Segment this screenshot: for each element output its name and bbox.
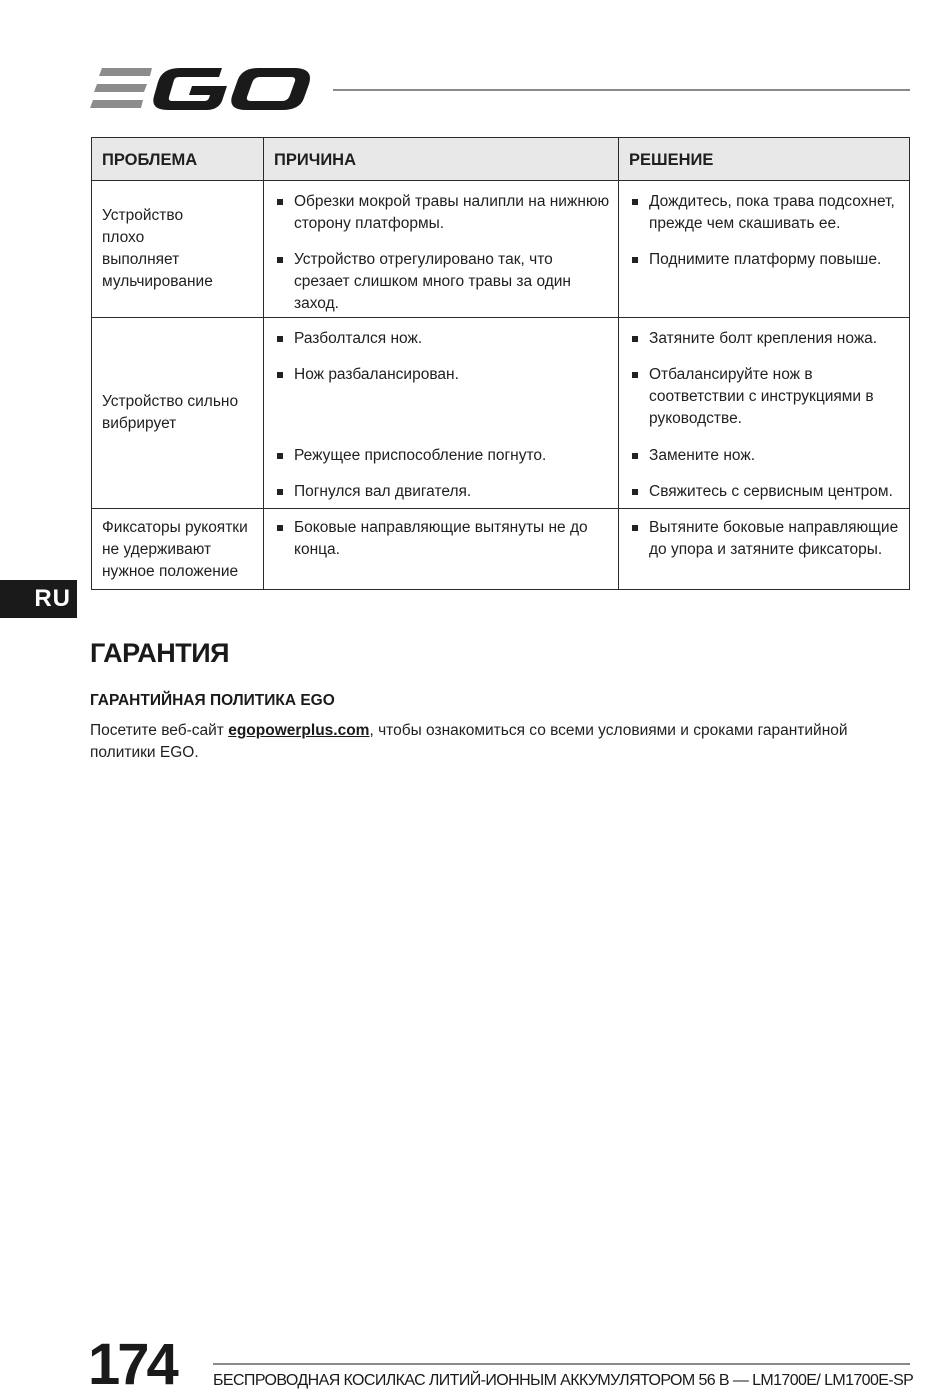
language-tab: RU — [0, 580, 77, 618]
problem-text: Устройство сильно вибрирует — [102, 393, 239, 432]
cause-cell — [264, 318, 619, 509]
footer-rule — [213, 1363, 910, 1365]
cause-item: Разболтался нож. — [264, 328, 618, 350]
problem-cell — [92, 318, 264, 509]
table-header-row — [92, 138, 910, 181]
cause-item: Погнулся вал двигателя. — [264, 481, 618, 503]
solution-cell — [619, 318, 910, 509]
warranty-text-before: Посетите веб-сайт — [90, 722, 229, 739]
header-rule — [333, 89, 910, 91]
solution-cell — [619, 181, 910, 318]
table-row — [92, 181, 910, 318]
troubleshooting-table — [91, 137, 910, 590]
cause-cell — [264, 181, 619, 318]
warranty-paragraph — [90, 720, 910, 764]
cause-item: Боковые направляющие вытянуты не до конца. — [264, 517, 618, 561]
solution-item: Свяжитесь с сервисным центром. — [619, 481, 909, 503]
table-row — [92, 509, 910, 590]
cause-item: Обрезки мокрой травы налипли на нижнюю сторону платформы. — [264, 191, 618, 235]
solution-item: Затяните болт крепления ножа. — [619, 328, 909, 350]
table-row — [92, 318, 910, 509]
problem-text: Фиксаторы рукоятки не удерживают нужное положение — [102, 519, 248, 580]
cause-cell — [264, 509, 619, 590]
section-title: ГАРАНТИЯ — [90, 638, 230, 668]
cause-item: Режущее приспособление погнуто. — [264, 445, 618, 467]
problem-cell — [92, 181, 264, 318]
solution-item: Поднимите платформу повыше. — [619, 249, 909, 271]
footer-text: БЕСПРОВОДНАЯ КОСИЛКАС ЛИТИЙ-ИОННЫМ АККУМУЛЯТОРОМ 56 В — LM1700E/ LM1700E-SP — [213, 1372, 914, 1389]
cause-item: Нож разбалансирован. — [264, 364, 618, 386]
column-header-solution: РЕШЕНИЕ — [619, 138, 910, 181]
solution-item: Замените нож. — [619, 445, 909, 467]
solution-item: Отбалансируйте нож в соответствии с инструкциями в руководстве. — [619, 364, 909, 430]
solution-item: Дождитесь, пока трава подсохнет, прежде чем скашивать ее. — [619, 191, 909, 235]
problem-cell — [92, 509, 264, 590]
warranty-text-after: , чтобы ознакомиться со всеми условиями и сроками гарантийной политики EGO. — [90, 722, 848, 761]
cause-item: Устройство отрегулировано так, что срезает слишком много травы за один заход. — [264, 249, 618, 315]
column-header-cause: ПРИЧИНА — [264, 138, 619, 181]
column-header-problem: ПРОБЛЕМА — [92, 138, 264, 181]
ego-logo — [90, 62, 312, 114]
page-number: 174 — [88, 1332, 176, 1397]
section-subtitle: ГАРАНТИЙНАЯ ПОЛИТИКА EGO — [90, 692, 335, 709]
problem-text: Устройство плохо выполняет мульчирование — [102, 207, 213, 290]
solution-cell — [619, 509, 910, 590]
solution-item: Вытяните боковые направляющие до упора и затяните фиксаторы. — [619, 517, 909, 561]
warranty-link[interactable]: egopowerplus.com — [228, 722, 370, 739]
